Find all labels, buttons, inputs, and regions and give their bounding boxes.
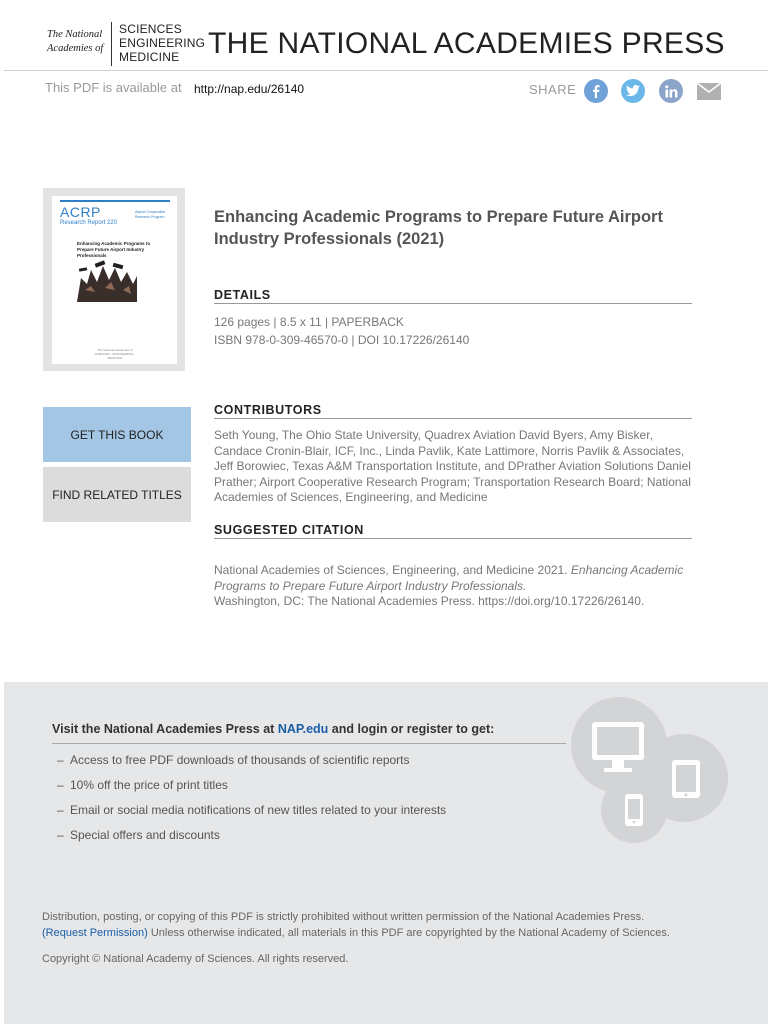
share-label: SHARE [529,82,577,97]
book-title: Enhancing Academic Programs to Prepare Future Airport Industry Professionals (2021) [214,208,663,248]
cover-publisher: The National Academies of SCIENCES · ENGINEERING · MEDICINE [94,348,136,360]
get-this-book-button[interactable]: GET THIS BOOK [43,407,191,462]
find-related-titles-button[interactable]: FIND RELATED TITLES [43,467,191,522]
logo-line: The National [47,29,103,40]
graduation-photo-icon [77,260,137,302]
copyright-text: Copyright © National Academy of Sciences. All rights reserved. [42,953,349,965]
contributors-text: Seth Young, The Ohio State University, Quadrex Aviation David Byers, Amy Bisker, Candace Cronin-Blair, ICF, Inc., Linda Pavlik, Kate Lattimore, Norris Pavlik & Associates, Jeff Borowiec, Texas A&M Transportation Institute, and DPrather Aviation Solutions Daniel Prather; Airport Cooperative Research Program; Transportation Research Board; National Academies of Sciences, Engineering, and Medicine [214,428,691,504]
cover-title: Enhancing Academic Programs to Prepare Future Airport Industry Professionals [77,241,151,258]
citation-suffix: Washington, DC: The National Academies Press. https://doi.org/10.17226/26140. [214,594,645,608]
details-heading: DETAILS [214,288,271,302]
contributors-divider [214,418,692,419]
facebook-icon[interactable] [584,79,608,103]
cover-top-bar [60,200,170,202]
logo-national-academies [47,28,107,56]
contributors-heading: CONTRIBUTORS [214,403,322,417]
citation-divider [214,538,692,539]
citation-heading: SUGGESTED CITATION [214,523,364,537]
visit-suffix: and login or register to get: [331,722,495,736]
logo-line: MEDICINE [119,50,180,64]
legal-line: Distribution, posting, or copying of this PDF is strictly prohibited without written permission of the National Academies Press. [42,911,645,923]
twitter-icon[interactable] [621,79,645,103]
visit-text [52,722,494,736]
header-divider [4,70,768,71]
citation-title: Enhancing Academic Programs to Prepare Future Airport Industry Professionals. [214,563,684,593]
cover-program: Airport Cooperative Research Program [135,210,166,219]
cover-series: Research Report 220 [60,220,118,226]
availability-text: This PDF is available at [45,80,182,95]
benefit-item: – Access to free PDF downloads of thousands of scientific reports [57,753,410,767]
benefit-text: Email or social media notifications of new titles related to your interests [70,803,447,817]
devices-icon [568,696,732,846]
legal-line-2 [42,926,742,942]
details-divider [214,303,692,304]
book-cover[interactable] [52,196,177,364]
logo-line: Academies of [47,43,104,54]
citation-prefix: National Academies of Sciences, Engineering, and Medicine 2021. [214,563,568,577]
visit-divider [52,743,566,744]
nap-link[interactable]: NAP.edu [277,722,329,736]
availability-link[interactable]: http://nap.edu/26140 [194,82,305,96]
request-permission-link[interactable]: (Request Permission) [42,926,148,939]
benefit-text: Special offers and discounts [70,828,220,842]
press-title: THE NATIONAL ACADEMIES PRESS [208,27,725,60]
benefit-item: – Special offers and discounts [57,828,220,842]
cover-brand: ACRP [60,204,101,220]
email-icon[interactable] [697,83,721,100]
logo-divider [111,22,112,66]
visit-prefix: Visit the National Academies Press at [52,722,275,736]
logo-line: SCIENCES [119,22,182,36]
citation-text [214,563,692,610]
legal-notice [42,910,742,941]
logo-line: ENGINEERING [119,36,206,50]
linkedin-icon[interactable] [659,79,683,103]
benefit-text: 10% off the price of print titles [70,778,228,792]
benefit-item: – Email or social media notifications of new titles related to your interests [57,803,447,817]
legal-text: Unless otherwise indicated, all materials in this PDF are copyrighted by the National Academy of Sciences. [150,926,670,939]
logo-sem [119,22,205,64]
details-format: 126 pages | 8.5 x 11 | PAPERBACK [214,315,404,329]
benefit-text: Access to free PDF downloads of thousands of scientific reports [70,753,410,767]
details-isbn: ISBN 978-0-309-46570-0 | DOI 10.17226/26140 [214,333,470,347]
benefit-item: – 10% off the price of print titles [57,778,228,792]
